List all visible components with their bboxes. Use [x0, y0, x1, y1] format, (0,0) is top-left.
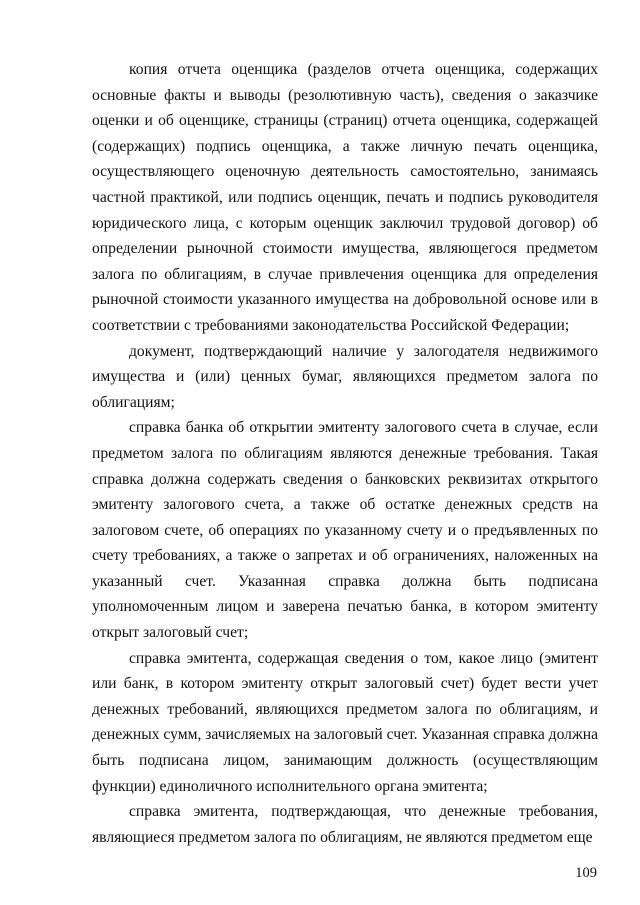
- paragraph-pledgor-property-document: документ, подтверждающий наличие у залогодателя недвижимого имущества и (или) ценных бумаг, являющихся предметом залога по облигациям;: [92, 342, 598, 411]
- page-number: 109: [575, 865, 597, 881]
- paragraph-issuer-claims-certificate: справка эмитента, подтверждающая, что денежные требования, являющиеся предметом залога по облигациям, не являются предметом еще: [92, 803, 598, 846]
- paragraph-issuer-accounting-certificate: справка эмитента, содержащая сведения о том, какое лицо (эмитент или банк, в котором эмитенту открыт залоговый счет) будет вести учет денежных требований, являющихся предметом залога по облигациям, и денежных сумм, зачисляемых на залоговый счет. Указанная справка должна быть подписана лицом, занимающим должность (осуществляющим функции) единоличного исполнительного органа эмитента;: [92, 649, 598, 795]
- paragraph-bank-pledge-account-certificate: справка банка об открытии эмитенту залогового счета в случае, если предметом залога по облигациям являются денежные требования. Такая справка должна содержать сведения о банковских реквизитах открытого эмитенту залогового счета, а также об остатке денежных средств на залоговом счете, об операциях по указанному счету и о предъявленных по счету требованиях, а также о запретах и об ограничениях, наложенных на указанный счет. Указанная справка должна быть подписана уполномоченным лицом и заверена печатью банка, в котором эмитенту открыт залоговый счет;: [92, 419, 598, 642]
- document-body: [92, 57, 598, 850]
- paragraph-appraiser-report-copy: копия отчета оценщика (разделов отчета оценщика, содержащих основные факты и выводы (резолютивную часть), сведения о заказчике оценки и об оценщике, страницы (страниц) отчета оценщика, содержащей (содержащих) подпись оценщика, а также личную печать оценщика, осуществляющего оценочную деятельность самостоятельно, занимаясь частной практикой, или подпись оценщик, печать и подпись руководителя юридического лица, с которым оценщик заключил трудовой договор) об определении рыночной стоимости имущества, являющегося предметом залога по облигациям, в случае привлечения оценщика для определения рыночной стоимости указанного имущества на добровольной основе или в соответствии с требованиями законодательства Российской Федерации;: [92, 61, 598, 334]
